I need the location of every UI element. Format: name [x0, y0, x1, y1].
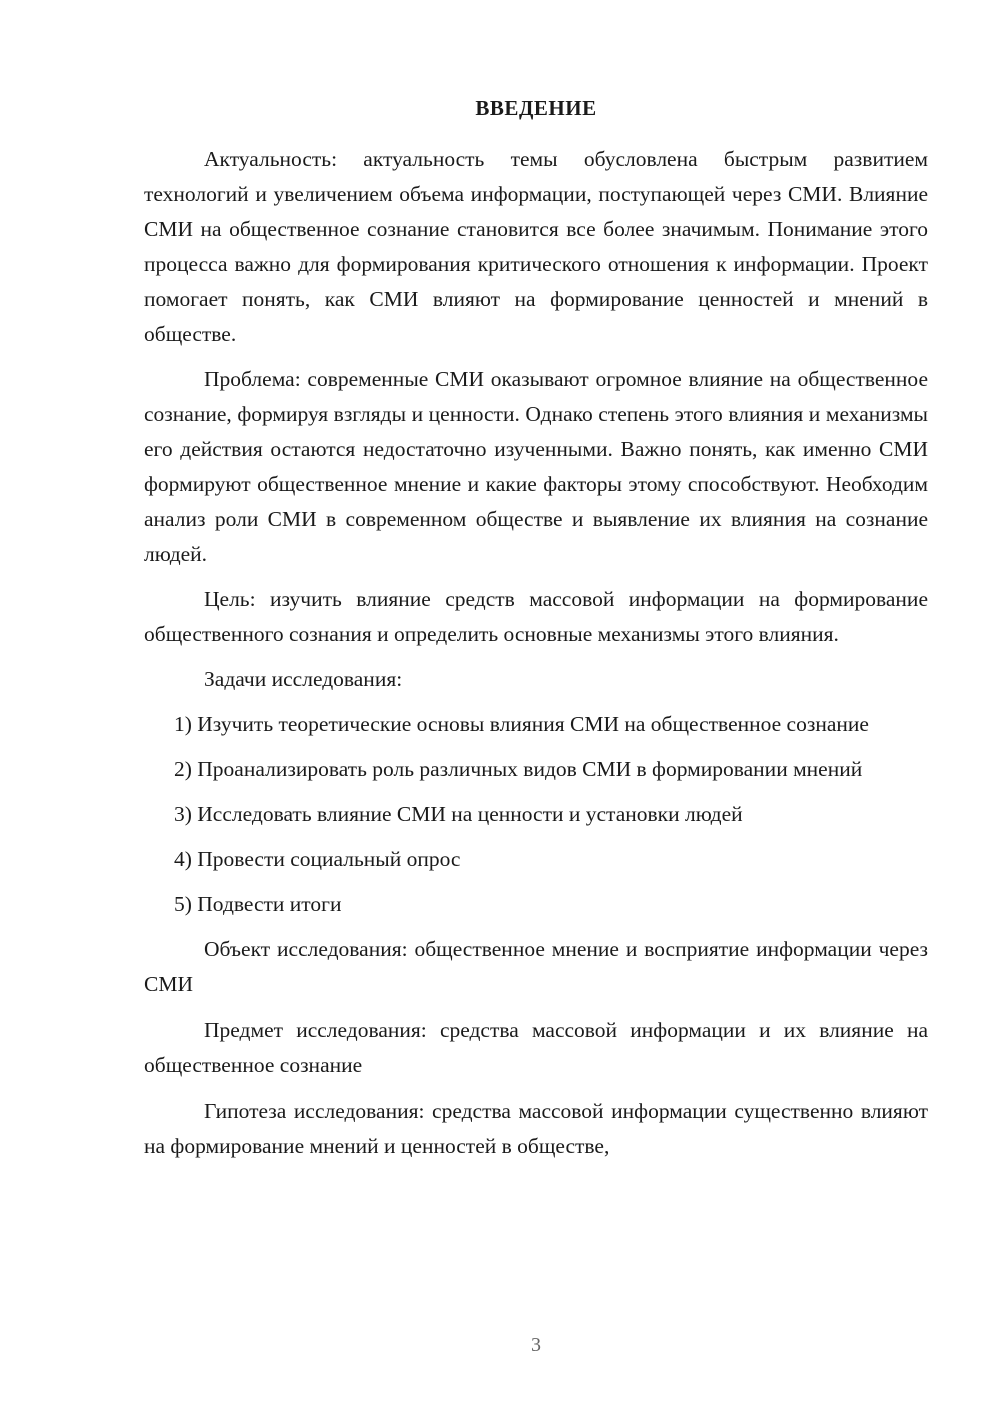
- list-item: 2) Проанализировать роль различных видов СМИ в формировании мнений: [174, 757, 863, 781]
- paragraph-hypothesis: Гипотеза исследования: средства массовой информации существенно влияют на формирование мнений и ценностей в обществе,: [144, 1099, 928, 1158]
- list-item: 1) Изучить теоретические основы влияния СМИ на общественное сознание: [174, 712, 869, 736]
- list-item: 3) Исследовать влияние СМИ на ценности и установки людей: [174, 802, 743, 826]
- paragraph-problem: Проблема: современные СМИ оказывают огромное влияние на общественное сознание, формируя взгляды и ценности. Однако степень этого влияния и механизмы его действия остаются недостаточно изученными. Важно понять, как именно СМИ формируют общественное мнение и какие факторы этому способствуют. Необходим анализ роли СМИ в современном обществе и выявление их влияния на сознание людей.: [144, 367, 928, 566]
- paragraph-relevance: Актуальность: актуальность темы обусловлена быстрым развитием технологий и увеличением объема информации, поступающей через СМИ. Влияние СМИ на общественное сознание становится все более значимым. Понимание этого процесса важно для формирования критического отношения к информации. Проект помогает понять, как СМИ влияют на формирование ценностей и мнений в обществе.: [144, 147, 928, 346]
- page-number: 3: [531, 1334, 541, 1356]
- paragraph-tasks-title: Задачи исследования:: [204, 667, 403, 691]
- paragraph-goal: Цель: изучить влияние средств массовой информации на формирование общественного сознания и определить основные механизмы этого влияния.: [144, 587, 928, 646]
- section-heading: ВВЕДЕНИЕ: [475, 96, 597, 120]
- list-item: 4) Провести социальный опрос: [174, 847, 461, 871]
- paragraph-subject: Предмет исследования: средства массовой информации и их влияние на общественное сознание: [144, 1018, 928, 1077]
- list-item: 5) Подвести итоги: [174, 892, 342, 916]
- tasks-list: [144, 707, 928, 922]
- document-body: [144, 142, 928, 1164]
- paragraph-object: Объект исследования: общественное мнение и восприятие информации через СМИ: [144, 937, 928, 996]
